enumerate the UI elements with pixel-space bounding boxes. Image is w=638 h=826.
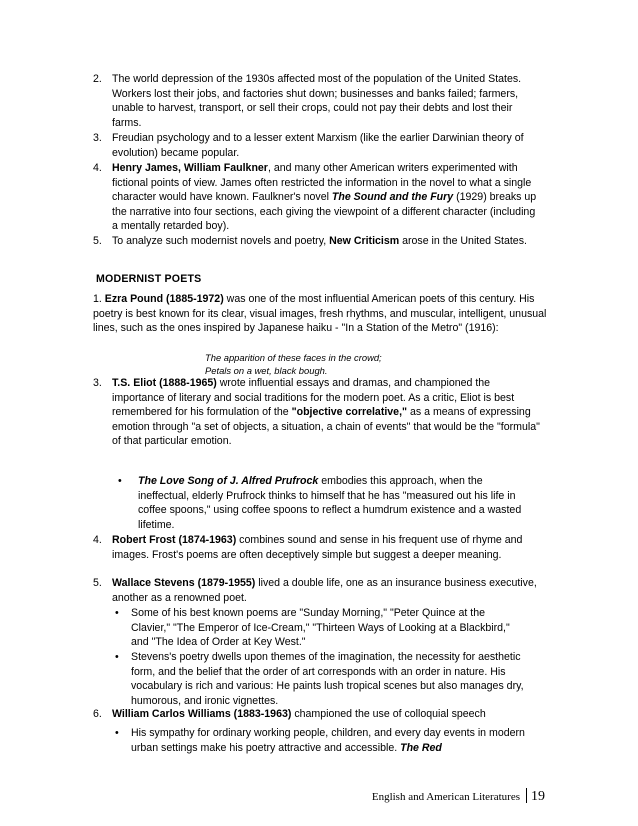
item-number: 4.: [93, 534, 102, 546]
poem-title: The Love Song of J. Alfred Prufrock: [138, 475, 319, 487]
item-number: 2.: [93, 73, 102, 85]
novel-title: The Sound and the Fury: [331, 191, 454, 204]
poet-name: Robert Frost (1874-1963): [112, 534, 237, 546]
text-run: championed the use of colloquial speech: [291, 708, 486, 720]
text-run: as a means of expressing emotion through "a set of objects, a situation, a chain of events" that would be the "formula" of that particular emotion.: [112, 406, 540, 448]
poet-name: Ezra Pound (1885-1972): [104, 293, 224, 305]
bullet-icon: •: [115, 727, 119, 739]
item-number: 6.: [93, 708, 102, 720]
poet-name: Wallace Stevens (1879-1955): [112, 577, 256, 589]
footer-divider: [526, 788, 527, 803]
page-footer: [300, 788, 545, 805]
item-text: [112, 707, 543, 722]
text-run: arose in the United States.: [399, 235, 527, 247]
bold-term: New Criticism: [329, 235, 400, 247]
item-number: 5.: [93, 577, 102, 589]
haiku-quote: [205, 351, 382, 377]
bullet-text: Stevens's poetry dwells upon themes of the imagination, the necessity for aesthetic form, and the belief that the order of art corresponds with an order in nature. His vocabulary is rich and various: He paints lush tropical scenes but also manages dry, humorous, and ironic vignettes.: [131, 651, 524, 707]
text-run: was one of the most influential American poets of this century. His poetry is best known for its clear, visual images, fresh rhythms, and muscular, intelligent, unusual lines, such as the ones inspired by Japanese haiku - "In a Station of the Metro" (1916):: [93, 293, 547, 335]
list-item-freudian: [93, 131, 543, 160]
item-text: [112, 576, 543, 605]
list-item-williams: [93, 707, 543, 722]
text-run: embodies this approach, when the ineffectual, elderly Prufrock thinks to himself that he has "measured out his life in coffee spoons," using coffee spoons to reflect a humdrum existence and a wasted lifetime.: [138, 475, 522, 531]
item-number: 5.: [93, 235, 102, 247]
section-heading: MODERNIST POETS: [96, 273, 202, 285]
list-item-frost: [93, 533, 543, 562]
text-run: , and many other American writers experimented with fictional points of view. James often restricted the information in the novel to what a single character would have known. Faulkner's novel: [112, 162, 532, 204]
poet-name: T.S. Eliot (1888-1965): [112, 377, 217, 389]
poet-name: William Carlos Williams (1883-1963): [112, 708, 292, 720]
item-text: Freudian psychology and to a lesser extent Marxism (like the earlier Darwinian theory of evolution) became popular.: [112, 132, 524, 159]
quote-line: Petals on a wet, black bough.: [205, 365, 328, 376]
text-run: wrote influential essays and dramas, and championed the importance of literary and social traditions for the modern poet. As a critic, Eliot is best remembered for his formulation of the: [112, 377, 515, 419]
bold-names: Henry James, William Faulkner: [112, 162, 268, 174]
text-run: His sympathy for ordinary working people, children, and every day events in modern urban settings make his poetry attractive and accessible.: [131, 727, 525, 754]
list-item-depression: [93, 72, 543, 130]
item-text: [112, 376, 543, 449]
list-item-stevens: [93, 576, 543, 605]
list-item-new-criticism: [93, 234, 543, 249]
page-number: 19: [531, 789, 545, 804]
bullet-icon: •: [115, 651, 119, 663]
bullet-stevens-themes: [115, 650, 525, 708]
list-item-henry-james: [93, 161, 543, 234]
item-number: 3.: [93, 132, 102, 144]
bullet-text: Some of his best known poems are "Sunday Morning," "Peter Quince at the Clavier," "The Emperor of Ice-Cream," "Thirteen Ways of Looking at a Blackbird," and "The Idea of Order at Key West.": [131, 607, 510, 649]
item-text: The world depression of the 1930s affected most of the population of the United States. Workers lost their jobs, and factories shut down; businesses and banks failed; farmers, unable to harvest, transport, or sell their crops, could not pay their debts and lost their farms.: [112, 73, 522, 129]
bullet-text: [138, 474, 528, 532]
bold-term: "objective correlative,": [291, 406, 408, 419]
bullet-williams: [115, 726, 525, 755]
paragraph-ezra-pound: [93, 292, 548, 336]
bullet-text: [131, 726, 525, 755]
quote-line: The apparition of these faces in the crowd;: [205, 352, 382, 363]
bullet-prufrock: [118, 474, 528, 532]
footer-title: English and American Literatures: [371, 791, 520, 803]
item-text: [112, 234, 543, 249]
list-item-eliot: [93, 376, 543, 449]
item-text: [112, 161, 543, 234]
bullet-icon: •: [118, 475, 122, 487]
item-number: 1.: [93, 293, 102, 305]
text-run: combines sound and sense in his frequent use of rhyme and images. Frost's poems are often deceptively simple but suggest a deeper meaning.: [112, 534, 523, 561]
item-number: 3.: [93, 377, 102, 389]
item-text: [112, 533, 543, 562]
text-run: lived a double life, one as an insurance business executive, another as a renowned poet.: [112, 577, 537, 604]
text-run: (1929) breaks up the narrative into four sections, each giving the viewpoint of a different character (including a mentally retarded boy).: [112, 191, 537, 233]
text-run: To analyze such modernist novels and poetry,: [112, 235, 330, 247]
bullet-stevens-poems: [115, 606, 525, 650]
bullet-icon: •: [115, 607, 119, 619]
poem-title: The Red: [400, 741, 442, 754]
item-number: 4.: [93, 162, 102, 174]
